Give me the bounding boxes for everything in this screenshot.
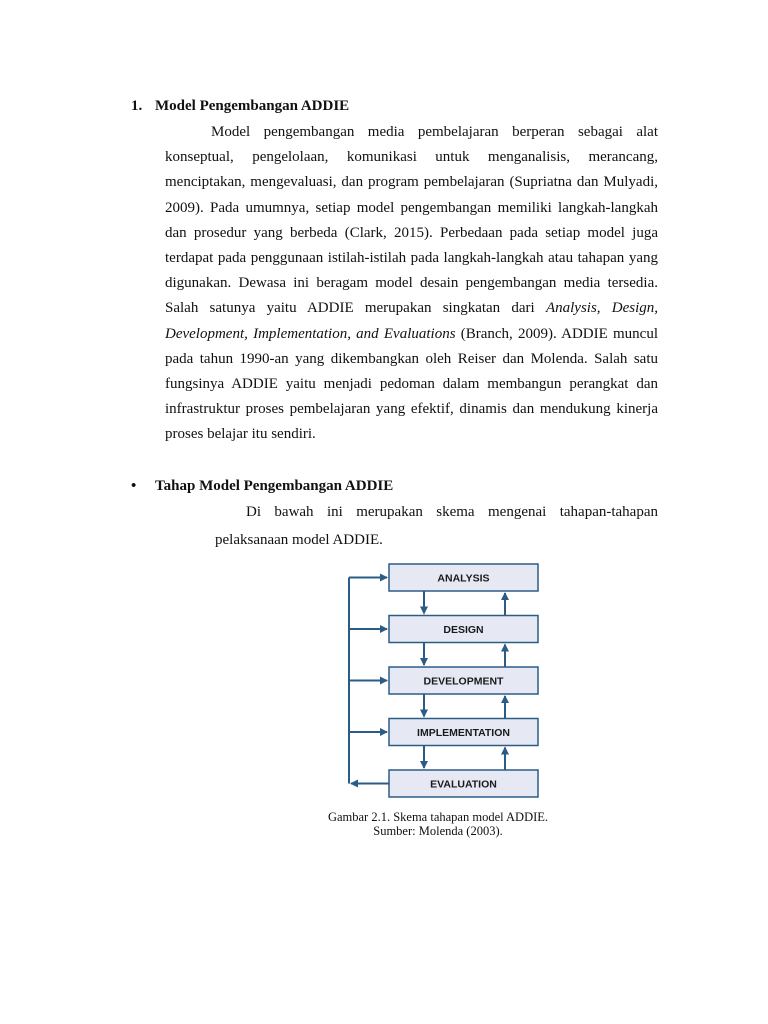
step-box-design <box>389 616 538 643</box>
step-box-implementation <box>389 719 538 746</box>
subsection-title: Tahap Model Pengembangan ADDIE <box>155 478 394 494</box>
section-title: Model Pengembangan ADDIE <box>155 98 350 114</box>
step-label-development: DEVELOPMENT <box>423 675 504 688</box>
paragraph-italic-terms: Analysis, Design, Development, Implementation, and Evaluations <box>165 300 658 342</box>
paragraph-text-end: (Branch, 2009). ADDIE muncul pada tahun 1990-an yang dikembangkan oleh Reiser dan Molenda. Salah satu fungsinya ADDIE yaitu menjadi pedoman dalam membangun perangkat dan infrastruktur proses pembelajaran yang efektif, dinamis dan mendukung kinerja proses belajar itu sendiri. <box>165 325 658 443</box>
step-label-implementation: IMPLEMENTATION <box>417 727 510 739</box>
paragraph-text-start: Model pengembangan media pembelajaran berperan sebagai alat konseptual, pengelolaan, komunikasi untuk menganalisis, merancang, menciptakan, mengevaluasi, dan program pembelajaran (Supriatna dan Mulyadi, 2009). Pada umumnya, setiap model pengembangan memiliki langkah-langkah dan prosedur yang berbeda (Clark, 2015). Perbedaan pada setiap model juga terdapat pada penggunaan istilah-istilah pada langkah-langkah atau tahapan yang digunakan. Dewasa ini beragam model desain pengembangan media tersedia. Salah satunya yaitu ADDIE merupakan singkatan dari <box>165 124 658 317</box>
step-box-analysis <box>389 564 538 591</box>
section-number: 1. <box>131 98 143 114</box>
subsection-paragraph: Di bawah ini merupakan skema mengenai tahapan-tahapan pelaksanaan model ADDIE. <box>215 504 658 548</box>
bullet-icon: • <box>131 478 137 494</box>
caption-line-2: Sumber: Molenda (2003). <box>373 824 503 838</box>
figure-caption <box>300 810 576 838</box>
step-label-evaluation: EVALUATION <box>430 778 497 791</box>
step-label-design: DESIGN <box>443 624 484 636</box>
caption-line-1: Gambar 2.1. Skema tahapan model ADDIE. <box>327 810 549 824</box>
step-box-evaluation <box>389 770 538 797</box>
step-label-analysis: ANALYSIS <box>437 572 490 585</box>
step-box-development <box>389 667 538 694</box>
